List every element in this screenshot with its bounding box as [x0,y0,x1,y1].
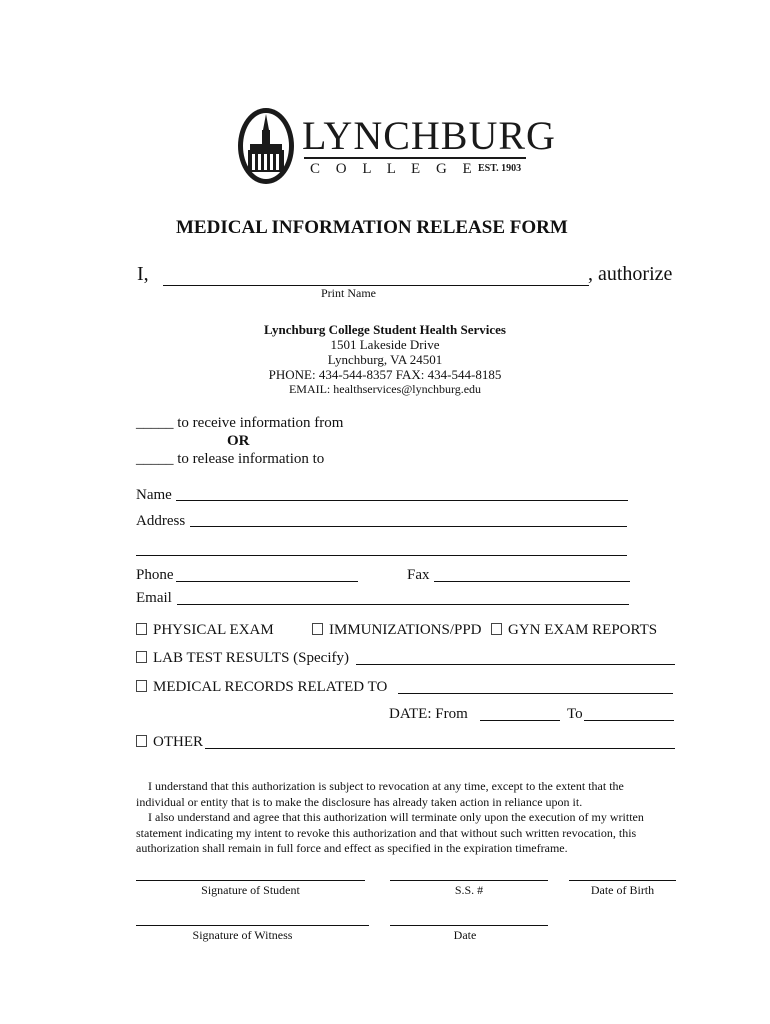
form-title: MEDICAL INFORMATION RELEASE FORM [176,217,568,238]
dob-field[interactable] [569,880,676,881]
ss-field[interactable] [390,880,548,881]
immunizations-label: IMMUNIZATIONS/PPD [329,622,482,638]
office-block [185,322,585,397]
logo-name: LYNCHBURG [302,113,556,158]
office-city: Lynchburg, VA 24501 [327,352,443,367]
other-label: OTHER [153,734,203,750]
witness-signature-label: Signature of Witness [192,928,293,942]
student-signature-label: Signature of Student [201,883,300,897]
office-email: EMAIL: healthservices@lynchburg.edu [288,382,482,396]
medical-records-option[interactable] [136,679,387,696]
name-field[interactable] [176,500,628,501]
receive-option[interactable]: _____ to receive information from [136,415,344,431]
other-checkbox[interactable] [136,735,147,747]
name-label: Name [136,487,172,503]
physical-exam-checkbox[interactable] [136,623,147,635]
other-field[interactable] [205,748,675,749]
office-street: 1501 Lakeside Drive [330,337,440,352]
date-to-field[interactable] [584,720,674,721]
statement-line: authorization shall remain in full force and effect as specified in the expiration timeframe. [136,841,568,855]
print-name-field[interactable] [163,285,589,286]
statement-line: I also understand and agree that this authorization will terminate only upon the execution of my written [148,810,644,824]
fax-label: Fax [407,567,430,583]
physical-exam-label: PHYSICAL EXAM [153,622,274,638]
gyn-exam-checkbox[interactable] [491,623,502,635]
authorize-prefix: I, [137,263,149,285]
authorize-suffix: , authorize [588,263,673,285]
statement-line: individual or entity that is to make the disclosure has already taken action in reliance upon it. [136,794,583,809]
date-from-field[interactable] [480,720,560,721]
date-from-label: DATE: From [389,706,468,722]
witness-signature-field[interactable] [136,925,369,926]
fax-field[interactable] [434,581,630,582]
gyn-exam-label: GYN EXAM REPORTS [508,622,658,638]
student-signature-field[interactable] [136,880,365,881]
lab-tests-option[interactable] [136,650,349,667]
authorization-statement [136,779,644,857]
statement-line: I understand that this authorization is subject to revocation at any time, except to the extent that the [148,779,624,793]
logo-established: EST. 1903 [478,163,522,174]
witness-date-field[interactable] [390,925,548,926]
lab-tests-field[interactable] [356,664,675,665]
release-option[interactable]: _____ to release information to [136,451,325,467]
or-label: OR [227,433,250,449]
medical-records-checkbox[interactable] [136,680,147,692]
lab-tests-checkbox[interactable] [136,651,147,663]
medical-records-field[interactable] [398,693,673,694]
physical-exam-option[interactable] [136,622,274,639]
chapel-seal-icon [236,106,296,186]
immunizations-option[interactable] [312,622,482,639]
date-to-label: To [567,706,583,722]
ss-label: S.S. # [454,883,484,897]
witness-date-label: Date [453,928,477,942]
dob-label: Date of Birth [590,883,655,897]
phone-label: Phone [136,567,174,583]
print-name-caption: Print Name [321,286,376,300]
office-name: Lynchburg College Student Health Services [264,322,506,337]
address-label: Address [136,513,186,529]
office-phone-fax: PHONE: 434-544-8357 FAX: 434-544-8185 [268,367,502,382]
logo-subtitle: C O L L E G E [310,161,478,177]
email-label: Email [136,590,172,606]
address-field[interactable] [190,526,627,527]
statement-line: statement indicating my intent to revoke this authorization and that without such written revocation, this [136,825,637,840]
medical-records-label: MEDICAL RECORDS RELATED TO [153,679,388,695]
email-field[interactable] [177,604,629,605]
phone-field[interactable] [176,581,358,582]
address-field-line2[interactable] [136,555,627,556]
immunizations-checkbox[interactable] [312,623,323,635]
gyn-exam-option[interactable] [491,622,657,639]
other-option[interactable] [136,734,203,751]
lab-tests-label: LAB TEST RESULTS (Specify) [153,650,349,666]
